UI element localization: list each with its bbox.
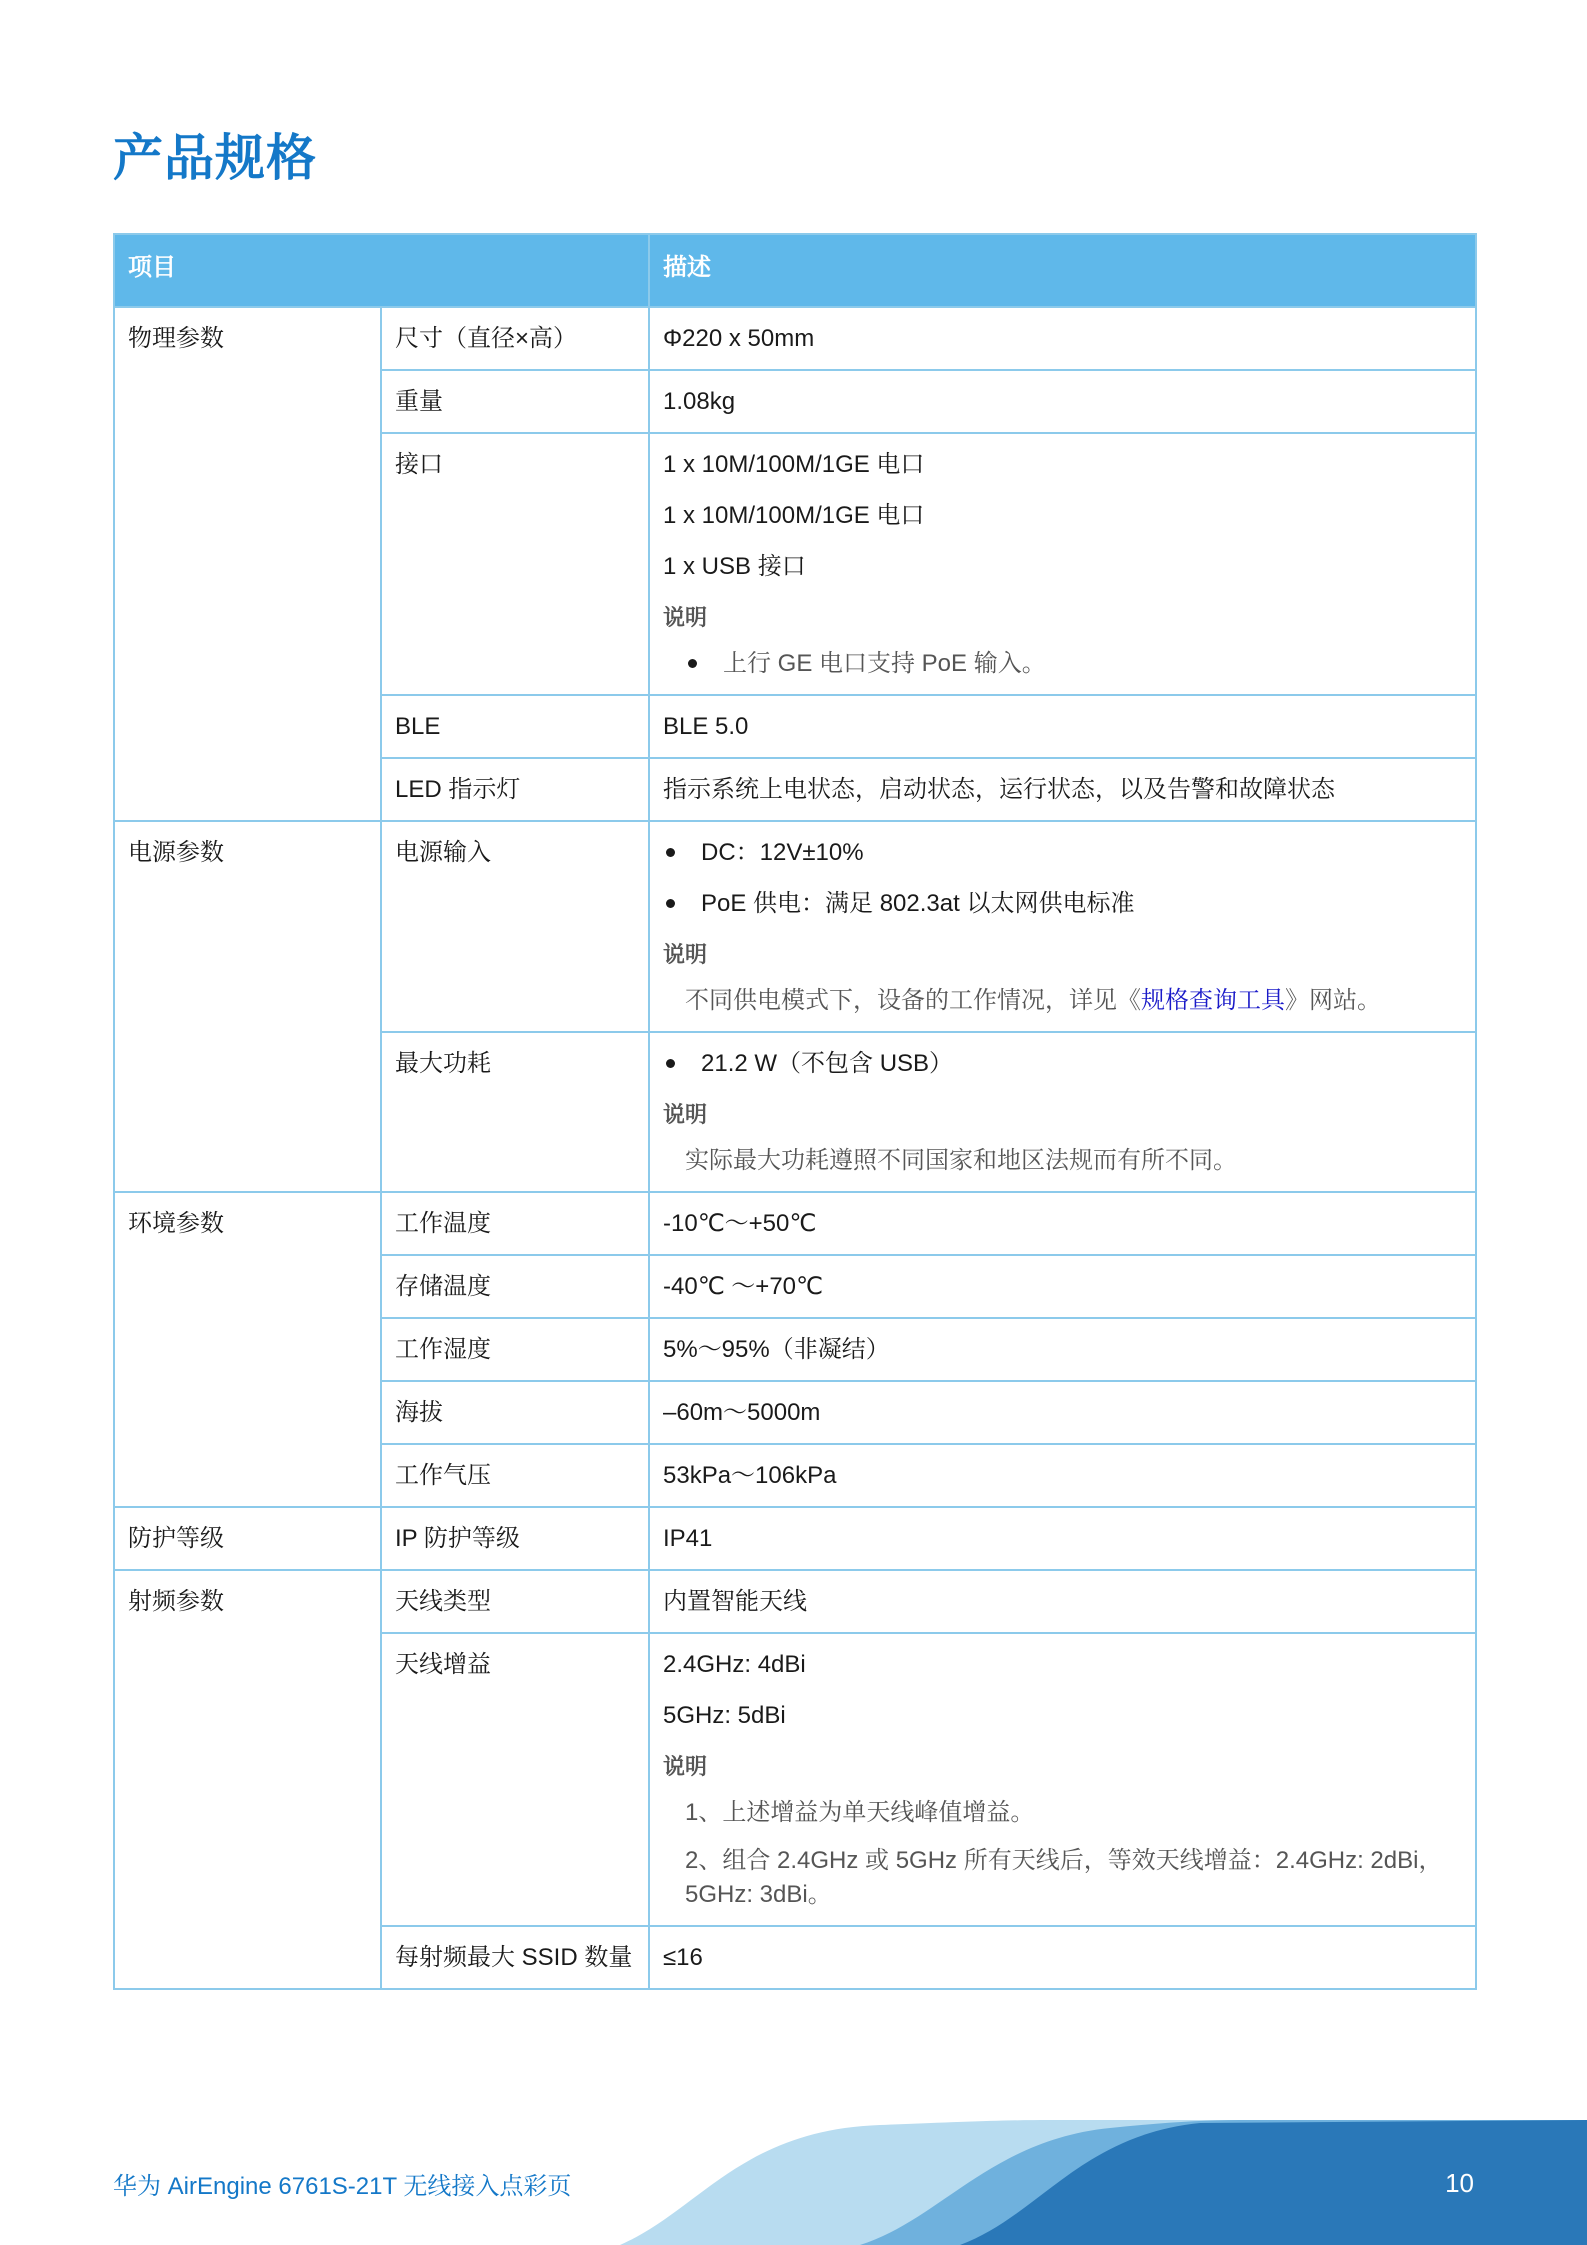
ble-label: BLE: [381, 695, 649, 758]
env-value: -10℃～+50℃: [649, 1192, 1476, 1255]
spec-tool-link[interactable]: 规格查询工具: [1141, 987, 1285, 1014]
table-row: [114, 1570, 1476, 1633]
ble-value: BLE 5.0: [649, 695, 1476, 758]
size-value: Φ220 x 50mm: [649, 307, 1476, 370]
note-heading: 说明: [663, 1102, 708, 1127]
note-text-post: 》网站。: [1285, 987, 1381, 1014]
category-protection: 防护等级: [114, 1507, 381, 1570]
category-rf: 射频参数: [114, 1570, 381, 1989]
page-title: 产品规格: [113, 130, 317, 186]
env-value: –60m～5000m: [649, 1381, 1476, 1444]
note-text: 实际最大功耗遵照不同国家和地区法规而有所不同。: [685, 1147, 1237, 1174]
env-value: 53kPa～106kPa: [649, 1444, 1476, 1507]
category-power: 电源参数: [114, 821, 381, 1192]
note-heading: 说明: [663, 605, 708, 630]
gain-line: 5GHz: 5dBi: [663, 1702, 786, 1729]
port-value: [649, 433, 1476, 695]
note-text-pre: 不同供电模式下，设备的工作情况，详见《: [685, 987, 1141, 1014]
env-label: 海拔: [381, 1381, 649, 1444]
env-label: 存储温度: [381, 1255, 649, 1318]
table-row: [114, 307, 1476, 370]
antenna-gain-value: [649, 1633, 1476, 1926]
ssid-label: 每射频最大 SSID 数量: [381, 1926, 649, 1989]
header-item: 项目: [114, 234, 649, 307]
note-heading: 说明: [663, 942, 708, 967]
max-power-label: 最大功耗: [381, 1032, 649, 1192]
port-line: 1 x 10M/100M/1GE 电口: [663, 502, 925, 529]
led-label: LED 指示灯: [381, 758, 649, 821]
power-input-value: [649, 821, 1476, 1032]
port-line: 1 x 10M/100M/1GE 电口: [663, 451, 925, 478]
env-label: 工作气压: [381, 1444, 649, 1507]
bullet-item: DC：12V±10%: [663, 836, 1462, 870]
table-row: [114, 1507, 1476, 1570]
category-environment: 环境参数: [114, 1192, 381, 1507]
env-label: 工作湿度: [381, 1318, 649, 1381]
gain-line: 2.4GHz: 4dBi: [663, 1651, 806, 1678]
env-label: 工作温度: [381, 1192, 649, 1255]
env-value: 5%～95%（非凝结）: [649, 1318, 1476, 1381]
note-heading: 说明: [663, 1754, 708, 1779]
env-value: -40℃ ～+70℃: [649, 1255, 1476, 1318]
ip-label: IP 防护等级: [381, 1507, 649, 1570]
header-description: 描述: [649, 234, 1476, 307]
table-row: [114, 1192, 1476, 1255]
note-text: 1、上述增益为单天线峰值增益。: [685, 1799, 1035, 1826]
ssid-value: ≤16: [649, 1926, 1476, 1989]
weight-value: 1.08kg: [649, 370, 1476, 433]
note-text: [663, 984, 1462, 1018]
antenna-type-value: 内置智能天线: [649, 1570, 1476, 1633]
category-physical: 物理参数: [114, 307, 381, 821]
table-row: [114, 821, 1476, 1032]
led-value: 指示系统上电状态，启动状态，运行状态，以及告警和故障状态: [649, 758, 1476, 821]
port-label: 接口: [381, 433, 649, 695]
table-header-row: [114, 234, 1476, 307]
antenna-gain-label: 天线增益: [381, 1633, 649, 1926]
power-input-label: 电源输入: [381, 821, 649, 1032]
bullet-item: 21.2 W（不包含 USB）: [663, 1047, 1462, 1081]
bullet-item: PoE 供电：满足 802.3at 以太网供电标准: [663, 887, 1462, 921]
port-line: 1 x USB 接口: [663, 553, 806, 580]
spec-table: [113, 233, 1477, 1990]
max-power-value: [649, 1032, 1476, 1192]
size-label: 尺寸（直径×高）: [381, 307, 649, 370]
antenna-type-label: 天线类型: [381, 1570, 649, 1633]
footer-text: 华为 AirEngine 6761S-21T 无线接入点彩页: [113, 2173, 572, 2200]
weight-label: 重量: [381, 370, 649, 433]
note-bullet: 上行 GE 电口支持 PoE 输入。: [663, 647, 1462, 681]
ip-value: IP41: [649, 1507, 1476, 1570]
note-text: 2、组合 2.4GHz 或 5GHz 所有天线后，等效天线增益：2.4GHz: 2dBi，5GHz: 3dBi。: [685, 1847, 1443, 1908]
page-number: 10: [1445, 2168, 1474, 2198]
